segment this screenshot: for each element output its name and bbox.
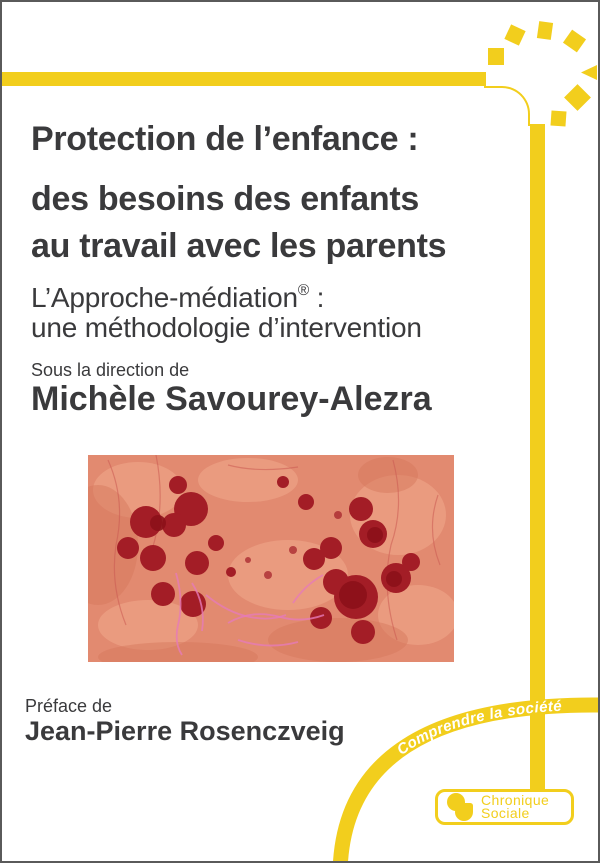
publisher-name-line-1: Chronique [481, 792, 550, 808]
cs-monogram-bottom-shape [455, 803, 473, 821]
sun-ray [488, 48, 504, 65]
sun-ray [550, 110, 566, 126]
sun-ray [581, 65, 597, 80]
publisher-logo [435, 789, 574, 825]
title-line-2: des besoins des enfants [31, 180, 420, 218]
preface-label: Préface de [25, 696, 113, 716]
top-yellow-bar [2, 72, 486, 86]
direction-label: Sous la direction de [31, 360, 190, 380]
sun-ray [563, 30, 586, 53]
cover-artwork-painting [88, 455, 454, 662]
sun-ray [564, 84, 591, 111]
subtitle-post: : [308, 282, 325, 313]
collection-banner-label: Comprendre la société [393, 697, 563, 759]
subtitle-line-2: une méthodologie d’intervention [31, 312, 422, 343]
corner-line [484, 86, 530, 126]
author-name: Michèle Savourey-Alezra [31, 380, 432, 418]
publisher-name-line-2: Sociale [481, 805, 530, 821]
registered-mark: ® [297, 281, 309, 299]
title-line-1: Protection de l’enfance : [31, 120, 419, 158]
collection-banner [302, 682, 600, 863]
publisher-name [481, 794, 549, 820]
cs-monogram-icon [446, 793, 474, 821]
sun-ray [537, 21, 553, 40]
preface-author: Jean-Pierre Rosenczveig [25, 716, 345, 746]
sun-ray [504, 24, 525, 45]
subtitle-line-1 [31, 282, 324, 314]
title-line-3: au travail avec les parents [31, 227, 447, 265]
svg-text:Comprendre la société [394, 698, 563, 759]
subtitle-pre: L’Approche-médiation [31, 282, 298, 313]
